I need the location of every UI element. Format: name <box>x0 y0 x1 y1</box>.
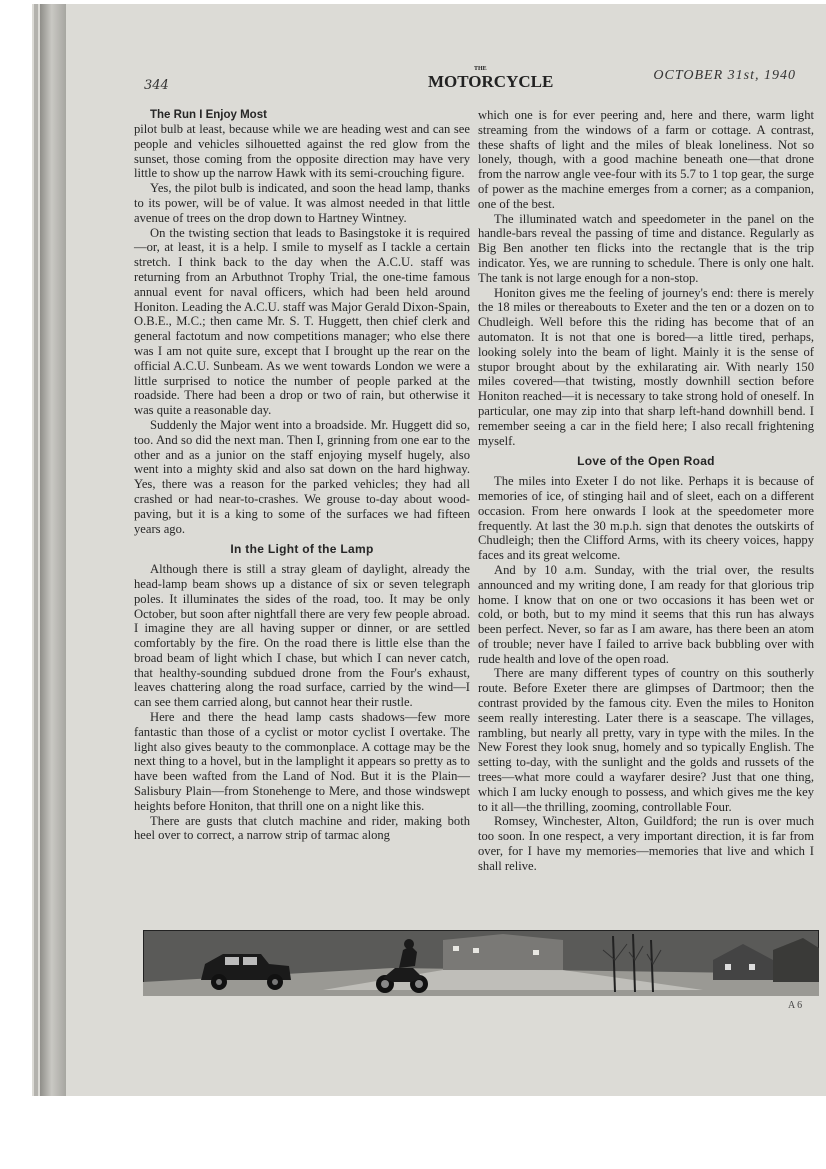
paragraph: And by 10 a.m. Sunday, with the trial over, the results announced and my writing done, I am ready for that glorious trip home. I know that on one or two occasions it has been wet or cold, or both, but to my mind it seems that this run has always been perfect. Never, so far as I am aware, has there been an atom of trouble; never have I failed to arrive back bubbling over with rude health and love of the open road. <box>478 562 814 666</box>
road-scene-illustration <box>143 930 819 996</box>
folio: A 6 <box>788 1000 803 1011</box>
page-number: 344 <box>144 78 169 93</box>
masthead-logo <box>428 66 554 92</box>
paragraph: Suddenly the Major went into a broadside. Mr. Huggett did so, too. And so did the next man. Then I, grinning from one ear to the other and as a junior on the staff enjoying myself hugely, also went into a mighty skid and also sat down on the hard highway. Yes, there was a reason for the parked vehicles; they had all crashed or had near-to-crashes. We grouse to-day about wood-paving, but it is a king to some of the surfaces we had fifteen years ago. <box>134 417 470 536</box>
running-section-title: The Run I Enjoy Most <box>150 109 267 121</box>
paragraph: pilot bulb at least, because while we are heading west and can see people and vehicles silhouetted against the red glow from the sunset, those coming from the opposite direction may have very little to show up the narrow Hawk with its semi-crouching figure. <box>134 122 470 181</box>
issue-date: OCTOBER 31st, 1940 <box>653 68 796 83</box>
paragraph: Romsey, Winchester, Alton, Guildford; the run is over much too soon. In one respect, a very important direction, it is far from over, for I have my memories—memories that live and which I shall relive. <box>478 814 814 873</box>
paragraph: Honiton gives me the feeling of journey's end: there is merely the 18 miles or thereabouts to Exeter and the ten or a dozen on to Chudleigh. Well before this the riding has become that of an automaton. It is not that one is bored—a little tired, perhaps, looking solely into the beam of light. Mainly it is the sense of stupor brought about by the exhilarating air. With nearly 150 miles covered—that twisting, mostly downhill section before Honiton reached—it is necessary to take strong hold of oneself. In particular, one may zip into that sharp left-hand downhill bend. I remember seeing a car in the field here; I also recall frightening myself. <box>478 285 814 448</box>
masthead-logo-small: THE <box>474 66 487 72</box>
page-binding-shadow <box>40 4 66 1096</box>
page-edge <box>34 4 38 1096</box>
paragraph: Yes, the pilot bulb is indicated, and soon the head lamp, thanks to its power, will be of value. It was almost needed in that little avenue of trees on the drop down to Hartney Wintney. <box>134 181 470 225</box>
paragraph: There are gusts that clutch machine and rider, making both heel over to correct, a narrow strip of tarmac along <box>134 813 470 843</box>
paragraph: The illuminated watch and speedometer in the panel on the handle-bars reveal the passing of time and distance. Regularly as Big Ben another ten flicks into the rectangle that is the trip indicator. Yes, we are running to schedule. There is only one halt. The tank is not large enough for a non-stop. <box>478 211 814 285</box>
masthead-logo-text: MOTORCYCLE <box>428 72 554 91</box>
paragraph: which one is for ever peering and, here and there, warm light streaming from the windows of a farm or cottage. A contrast, these shafts of light and the miles of bleak loneliness. Not so lonely, though, with a good machine beneath one—that drone from the narrow angle vee-four with its 5.7 to 1 top gear, the surge of power as the machine emerges from a corner; as a companion, one of the best. <box>478 108 814 211</box>
subheading: Love of the Open Road <box>577 454 715 469</box>
paragraph: There are many different types of country on this southerly route. Before Exeter there are glimpses of Dartmoor; then the contrast provided by the famous city. Even the miles to Honiton seem really interesting. Later there is a seascape. The villages, rambling, but nearly all pretty, vary in type with the miles. In the New Forest they look snug, homely and so typically English. The setting to-day, with the sunlight and the golds and russets of the trees—what more could a wayfarer desire? Just that one thing, which I am lucky enough to possess, and which gives me the key to it all—the thrilling, zooming, controllable Four. <box>478 666 814 814</box>
left-column <box>134 108 470 843</box>
paragraph: Although there is still a stray gleam of daylight, already the head-lamp beam shows up a distance of six or seven telegraph poles. It illuminates the sides of the road, too. It may be only October, but soon after nightfall there are very few people abroad. I imagine they are all having supper or dinner, or are settled comfortably by the fire. On the road there is little else than the broad beam of light which I chase, but which I can never catch, that healthy-sounding subdued drone from the Four's exhaust, leaves chattering along the road surface, carried by the wind—I can see them carried along, but cannot hear their rustle. <box>134 562 470 710</box>
magazine-page <box>32 4 826 1096</box>
paragraph: The miles into Exeter I do not like. Perhaps it is because of memories of ice, of stinging hail and of sleet, each on a different occasion. From here onwards I look at the speedometer more frequently. At last the 30 m.p.h. sign that denotes the outskirts of Chudleigh; then the Clifford Arms, with its cheery voices, happy faces and its great welcome. <box>478 474 814 563</box>
page-header <box>32 68 826 98</box>
right-column <box>478 108 814 874</box>
paragraph: On the twisting section that leads to Basingstoke it is required—or, at least, it is a help. I smile to myself as I tackle a certain stretch. I think back to the day when the A.C.U. staff was returning from an Arbuthnot Trophy Trial, the one-time famous annual event for naval officers, which had been held around Honiton. Leading the A.C.U. staff was Major Gerald Dixon-Spain, O.B.E., M.C.; then came Mr. S. T. Huggett, then chief clerk and general factotum and now competitions manager; who else there was I am not quite sure, except that I brought up the rear on the official A.C.U. Sunbeam. As we went towards London we were a little surprised to notice the number of people parked at the roadside. There had been a drop or two of rain, but otherwise it was quite a reasonable day. <box>134 225 470 418</box>
paragraph: Here and there the head lamp casts shadows—few more fantastic than those of a cyclist or motor cyclist I overtake. The light also gives beauty to the commonplace. A cottage may be the next thing to a hovel, but in the lamplight it appears so pretty as to have been wafted from the Land of Nod. But it is the Plain—Salisbury Plain—from Stonehenge to Mere, and those windswept heights before Honiton, that thrill one on a night like this. <box>134 710 470 813</box>
subheading: In the Light of the Lamp <box>230 542 374 557</box>
